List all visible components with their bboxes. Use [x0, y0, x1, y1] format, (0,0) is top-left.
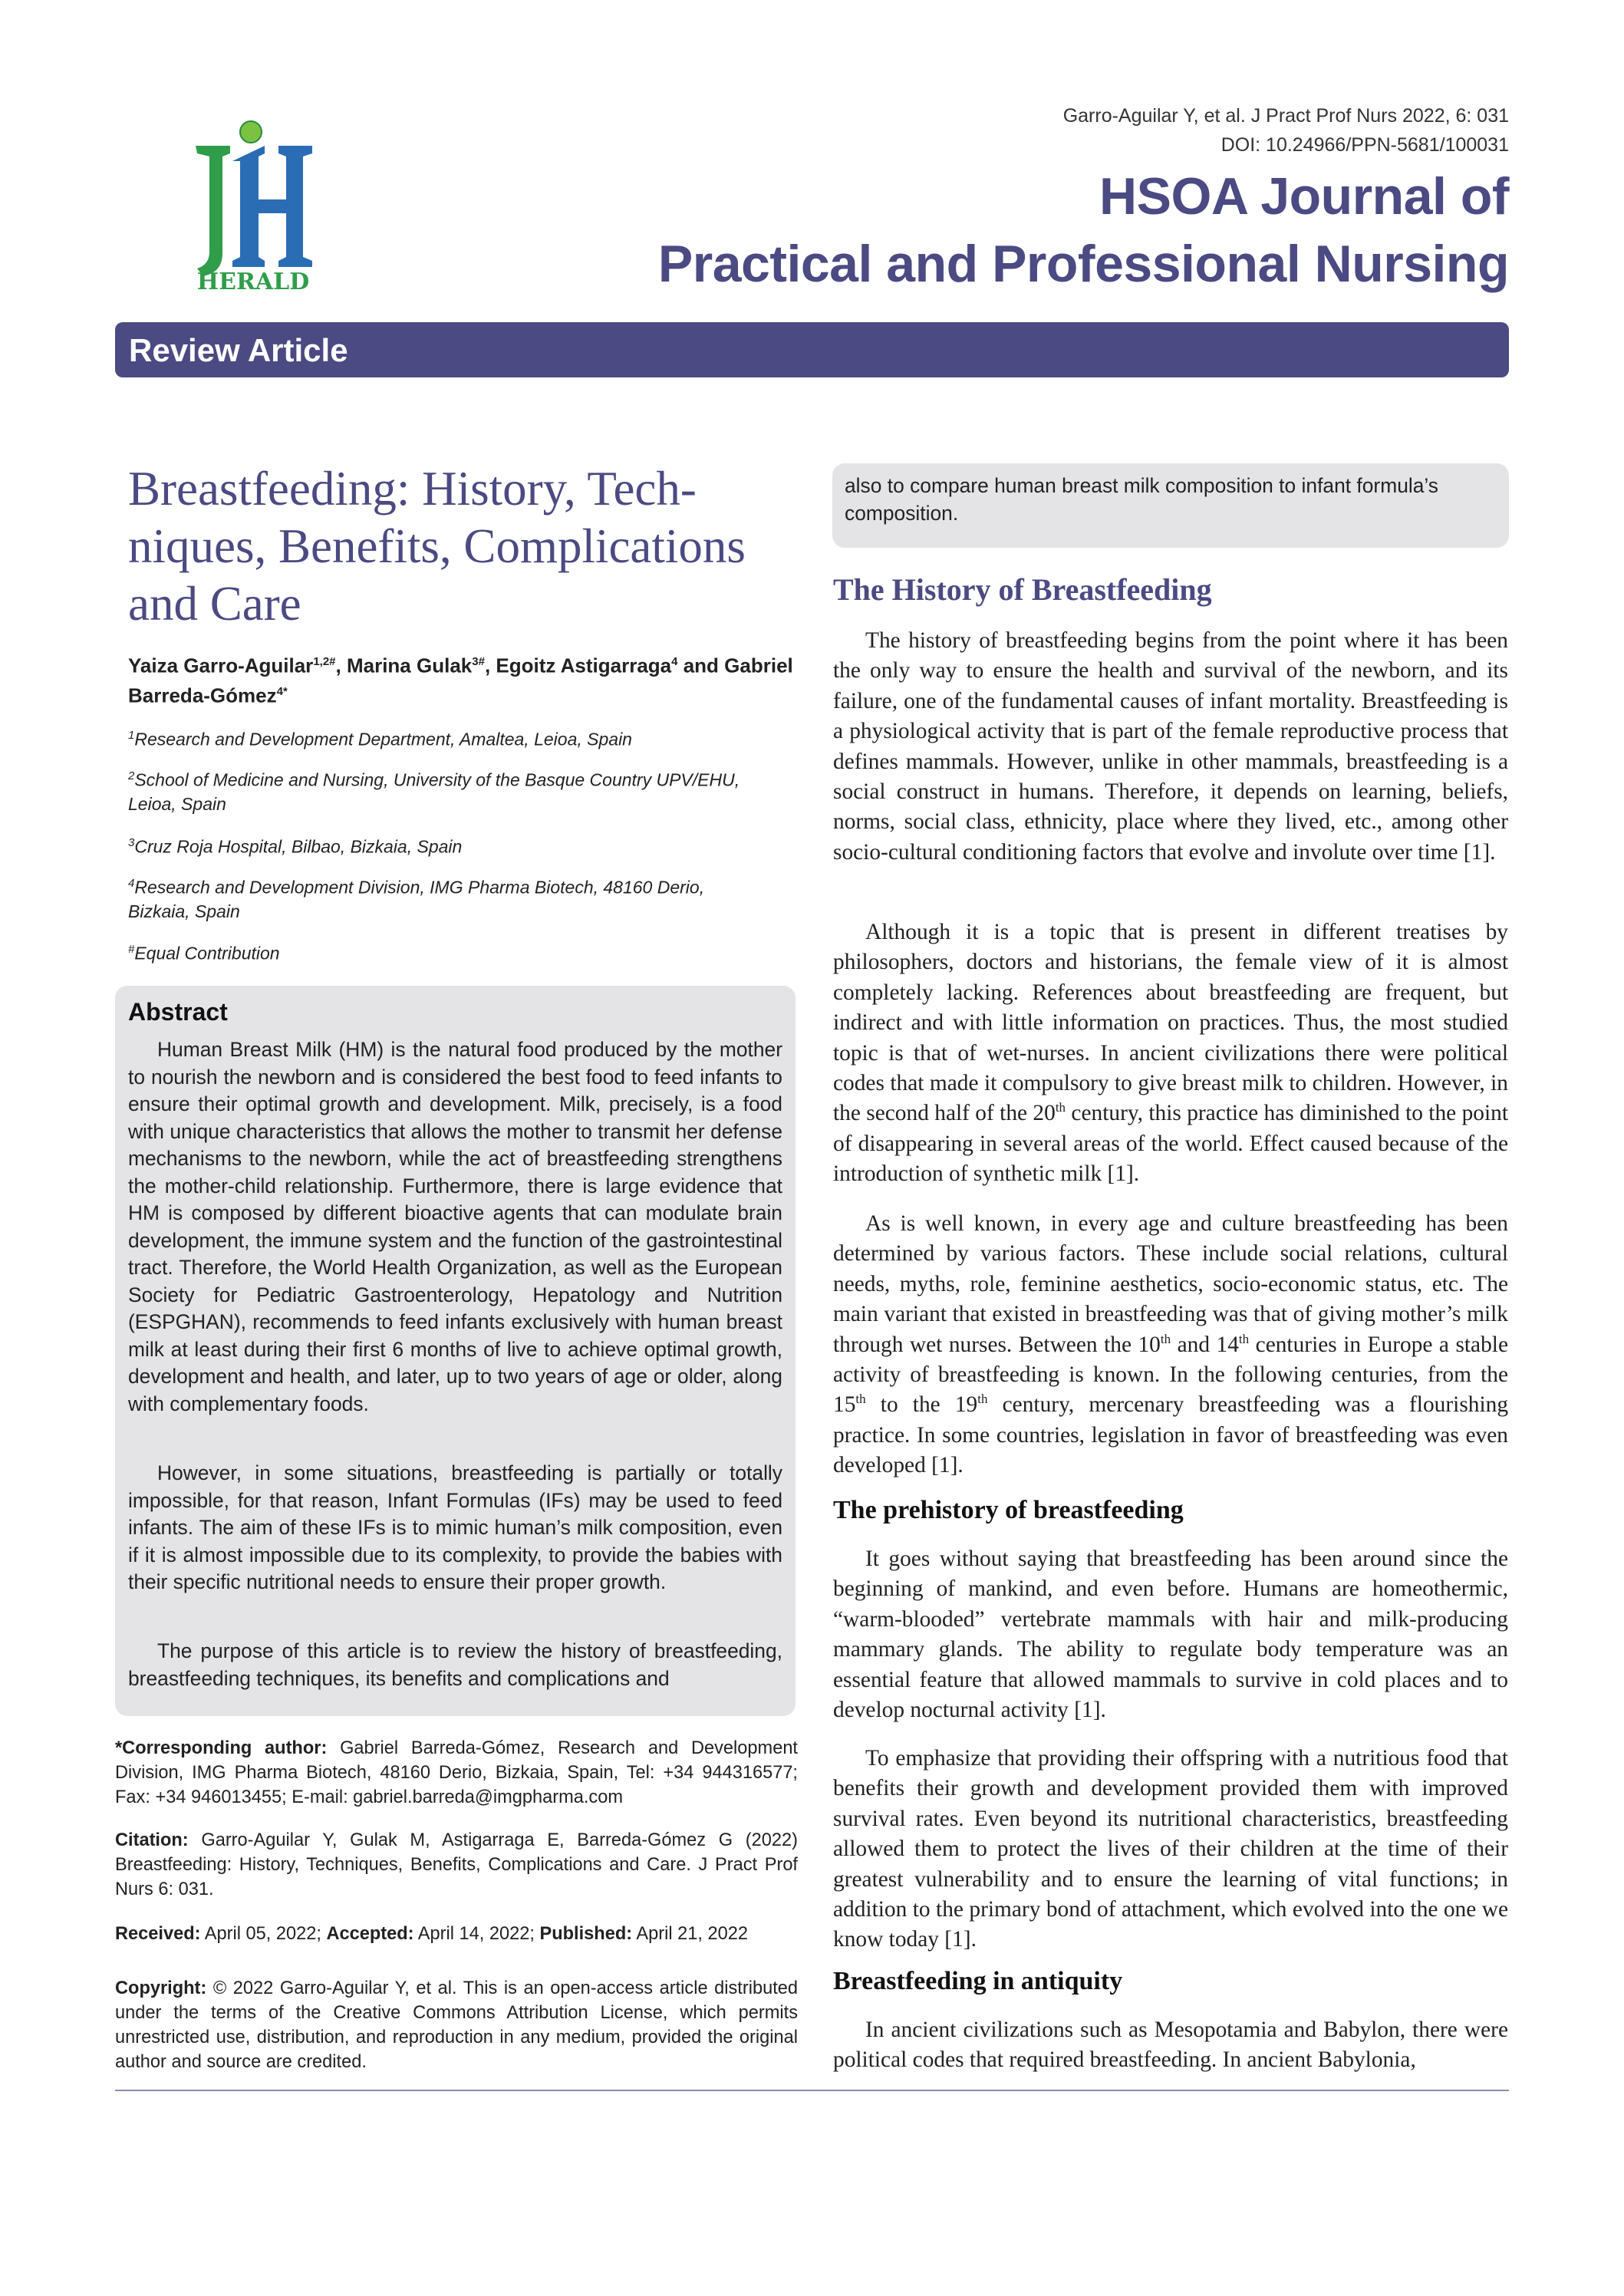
abstract-continuation-box [832, 463, 1509, 548]
text-segment: century, mercenary breastfeeding was a flourishing practice. In some countries, legislation in favor of breastfeeding was even developed [1]. [833, 1392, 1509, 1478]
text-segment: to the 19 [865, 1392, 978, 1418]
journal-title-line1: HSOA Journal of [1099, 167, 1509, 226]
text-segment: centuries in Europe a stable activity of breastfeeding is known. In the following centuries, from the 15 [833, 1332, 1509, 1418]
corresponding-author-label: *Corresponding author: [115, 1738, 328, 1758]
abstract-box [115, 986, 796, 1716]
published-date: April 21, 2022 [632, 1924, 748, 1944]
affiliation-text: School of Medicine and Nursing, University of the Basque Country UPV/EHU, Leioa, Spain [128, 769, 740, 814]
affiliation-equal [128, 937, 788, 966]
doi-line: DOI: 10.24966/PPN-5681/100031 [1220, 134, 1509, 156]
subsection-heading-antiquity: Breastfeeding in antiquity [833, 1967, 1123, 1995]
author-4: Gabriel Barreda-Gómez [128, 654, 793, 707]
abstract-paragraph-1: Human Breast Milk (HM) is the natural food produced by the mother to nourish the newborn and is considered the best food to feed infants to ensure their optimal growth and development. Milk, precisely, is a food with unique characteristics that allows the mother to transmit her defense mechanisms to the newborn, while the act of breastfeeding strengthens the mother-child relationship. Furthermore, there is large evidence that HM is composed by different bioactive agents that can modulate brain development, the immune system and the function of the gastrointestinal tract. Therefore, the World Health Organization, as well as the European Society for Pediatric Gastroenterology, Hepatology and Nutrition (ESPGHAN), recommends to feed infants exclusively with human breast milk at least during their first 6 months of live to achieve optimal growth, development and health, and later, up to two years of age or older, along with complementary foods. [128, 1038, 782, 1415]
herald-logo [188, 115, 318, 299]
subsection-heading-prehistory: The prehistory of breastfeeding [833, 1496, 1184, 1524]
history-paragraph-3 [833, 1209, 1508, 1481]
author-1: Yaiza Garro-Aguilar [128, 654, 314, 677]
text-segment: century, this practice has diminished to the point of disappearing in several areas of the world. Effect caused because of the introduction of synthetic milk [1]. [833, 1101, 1508, 1187]
citation-block [115, 1828, 798, 1902]
author-1-sup: 1,2# [313, 655, 336, 668]
accepted-date: April 14, 2022; [413, 1924, 540, 1944]
author-3: Egoitz Astigarraga [496, 654, 672, 677]
abstract-heading: Abstract [128, 998, 228, 1026]
citation-label: Citation: [115, 1830, 189, 1850]
copyright-text: © 2022 Garro-Aguilar Y, et al. This is an open-access article distributed under the terms of the Creative Commons Attribution License, which permits unrestricted use, distribution, and reproduction in any medium, provided the original author and source are credited. [115, 1978, 798, 2072]
affiliation-sup: # [128, 943, 135, 956]
affiliation-sup: 3 [128, 836, 135, 849]
received-date: April 05, 2022; [200, 1924, 327, 1944]
journal-title-line2: Practical and Professional Nursing [657, 235, 1509, 293]
author-3-sup: 4 [671, 655, 678, 668]
abstract-paragraph-3-continued: also to compare human breast milk composition to infant formula’s composition. [845, 474, 1439, 525]
received-label: Received: [115, 1924, 201, 1944]
author-separator: , [484, 654, 496, 677]
citation-header [1063, 101, 1509, 160]
affiliation-2 [128, 764, 765, 816]
section-heading-history: The History of Breastfeeding [833, 572, 1212, 607]
history-paragraph-1: The history of breastfeeding begins from the point where it has been the only way to ensure the health and survival of the newborn, and its failure, one of the fundamental causes of infant mortality. Breastfeeding is a physiological activity that is part of the female reproductive process that defines mammals. However, unlike in other mammals, breastfeeding is a social construct in humans. Therefore, it depends on learning, beliefs, norms, social class, ethnicity, place where they lived, etc., among other socio-cultural conditioning factors that evolve and involute over time [1]. [833, 628, 1508, 865]
citation-line: Garro-Aguilar Y, et al. J Pract Prof Nurs 2022, 6: 031 [1062, 105, 1509, 127]
history-paragraph-2 [833, 917, 1508, 1190]
corresponding-author-text: Gabriel Barreda-Gómez, Research and Development Division, IMG Pharma Biotech, 48160 Derio, Bizkaia, Spain, Tel: +34 944316577; Fax: +34 946013455; E-mail: gabriel.barreda@imgpharma.com [115, 1738, 798, 1807]
text-segment: As is well known, in every age and culture breastfeeding has been determined by various factors. These include social relations, cultural needs, myths, role, feminine aesthetics, socio-economic status, etc. The main variant that existed in breastfeeding was that of giving mother’s milk through wet nurses. Between the 10 [833, 1211, 1508, 1357]
copyright-label: Copyright: [115, 1978, 207, 1998]
article-type-banner [115, 322, 1509, 377]
text-segment: and 14 [1171, 1332, 1239, 1357]
antiquity-paragraph-1: In ancient civilizations such as Mesopotamia and Babylon, there were political codes that required breastfeeding. In ancient Babylonia, [833, 2018, 1508, 2073]
affiliation-text: Equal Contribution [134, 943, 280, 964]
author-2-sup: 3# [472, 655, 485, 668]
affiliation-4 [128, 871, 765, 924]
affiliation-sup: 4 [128, 877, 135, 890]
superscript: th [1055, 1100, 1066, 1115]
superscript: th [855, 1392, 866, 1407]
accepted-label: Accepted: [326, 1924, 414, 1944]
abstract-paragraph-3: The purpose of this article is to review the history of breastfeeding, breastfeeding techniques, its benefits and complications and [128, 1639, 782, 1690]
affiliation-text: Research and Development Division, IMG Pharma Biotech, 48160 Derio, Bizkaia, Spain [128, 877, 705, 921]
article-title: Breastfeeding: History, Tech-niques, Benefits, Complications and Care [128, 462, 746, 631]
corresponding-author [115, 1736, 798, 1810]
citation-text: Garro-Aguilar Y, Gulak M, Astigarraga E, Barreda-Gómez G (2022) Breastfeeding: History, Techniques, Benefits, Complications and Care. J Pract Prof Nurs 6: 031. [115, 1830, 798, 1899]
superscript: th [1160, 1331, 1171, 1346]
dates-line [115, 1922, 798, 1946]
prehistory-paragraph-2: To emphasize that providing their offspring with a nutritious food that benefits their growth and development provided them with improved survival rates. Even beyond its nutritional characteristics, breastfeeding allowed them to protect the lives of their children at the time of their greatest vulnerability and to ensure the learning of vital functions; in addition to the primary bond of attachment, which evolved into the one we know today [1]. [833, 1746, 1508, 1952]
copyright-block [115, 1976, 798, 2074]
superscript: th [977, 1392, 988, 1407]
published-label: Published: [539, 1924, 633, 1944]
affiliation-sup: 1 [128, 729, 135, 742]
author-list [128, 649, 803, 708]
author-separator: , [335, 654, 347, 677]
affiliation-1 [128, 723, 788, 752]
affiliation-3 [128, 831, 788, 859]
affiliation-sup: 2 [128, 769, 135, 782]
author-4-sup: 4* [276, 684, 288, 698]
footer-rule [115, 2090, 1509, 2091]
prehistory-paragraph-1: It goes without saying that breastfeeding has been around since the beginning of mankind, and even before. Humans are homeothermic, “warm-blooded” vertebrate mammals with hair and milk-producing mammary glands. The ability to regulate body temperature was an essential feature that allowed mammals to survive in cold places and to develop nocturnal activity [1]. [833, 1547, 1508, 1723]
author-2: Marina Gulak [346, 654, 473, 677]
affiliation-text: Research and Development Department, Amaltea, Leioa, Spain [134, 729, 632, 749]
text-segment: Although it is a topic that is present in different treatises by philosophers, doctors and historians, the female view of it is almost completely lacking. References about breastfeeding are frequent, but indirect and with little information on practices. Thus, the most studied topic is that of wet-nurses. In ancient civilizations there were political codes that made it compulsory to give breast milk to children. However, in the second half of the 20 [833, 920, 1508, 1126]
author-separator: and [677, 654, 725, 677]
logo-wordmark: HERALD [196, 268, 310, 295]
abstract-paragraph-2: However, in some situations, breastfeeding is partially or totally impossible, for that reason, Infant Formulas (IFs) may be used to feed infants. The aim of these IFs is to mimic human’s milk composition, even if it is almost impossible due to its complexity, to provide the babies with their specific nutritional needs to ensure their proper growth. [128, 1461, 782, 1593]
journal-title [658, 163, 1509, 298]
affiliation-text: Cruz Roja Hospital, Bilbao, Bizkaia, Spain [134, 836, 463, 857]
superscript: th [1238, 1331, 1250, 1346]
article-type-label: Review Article [129, 332, 348, 368]
